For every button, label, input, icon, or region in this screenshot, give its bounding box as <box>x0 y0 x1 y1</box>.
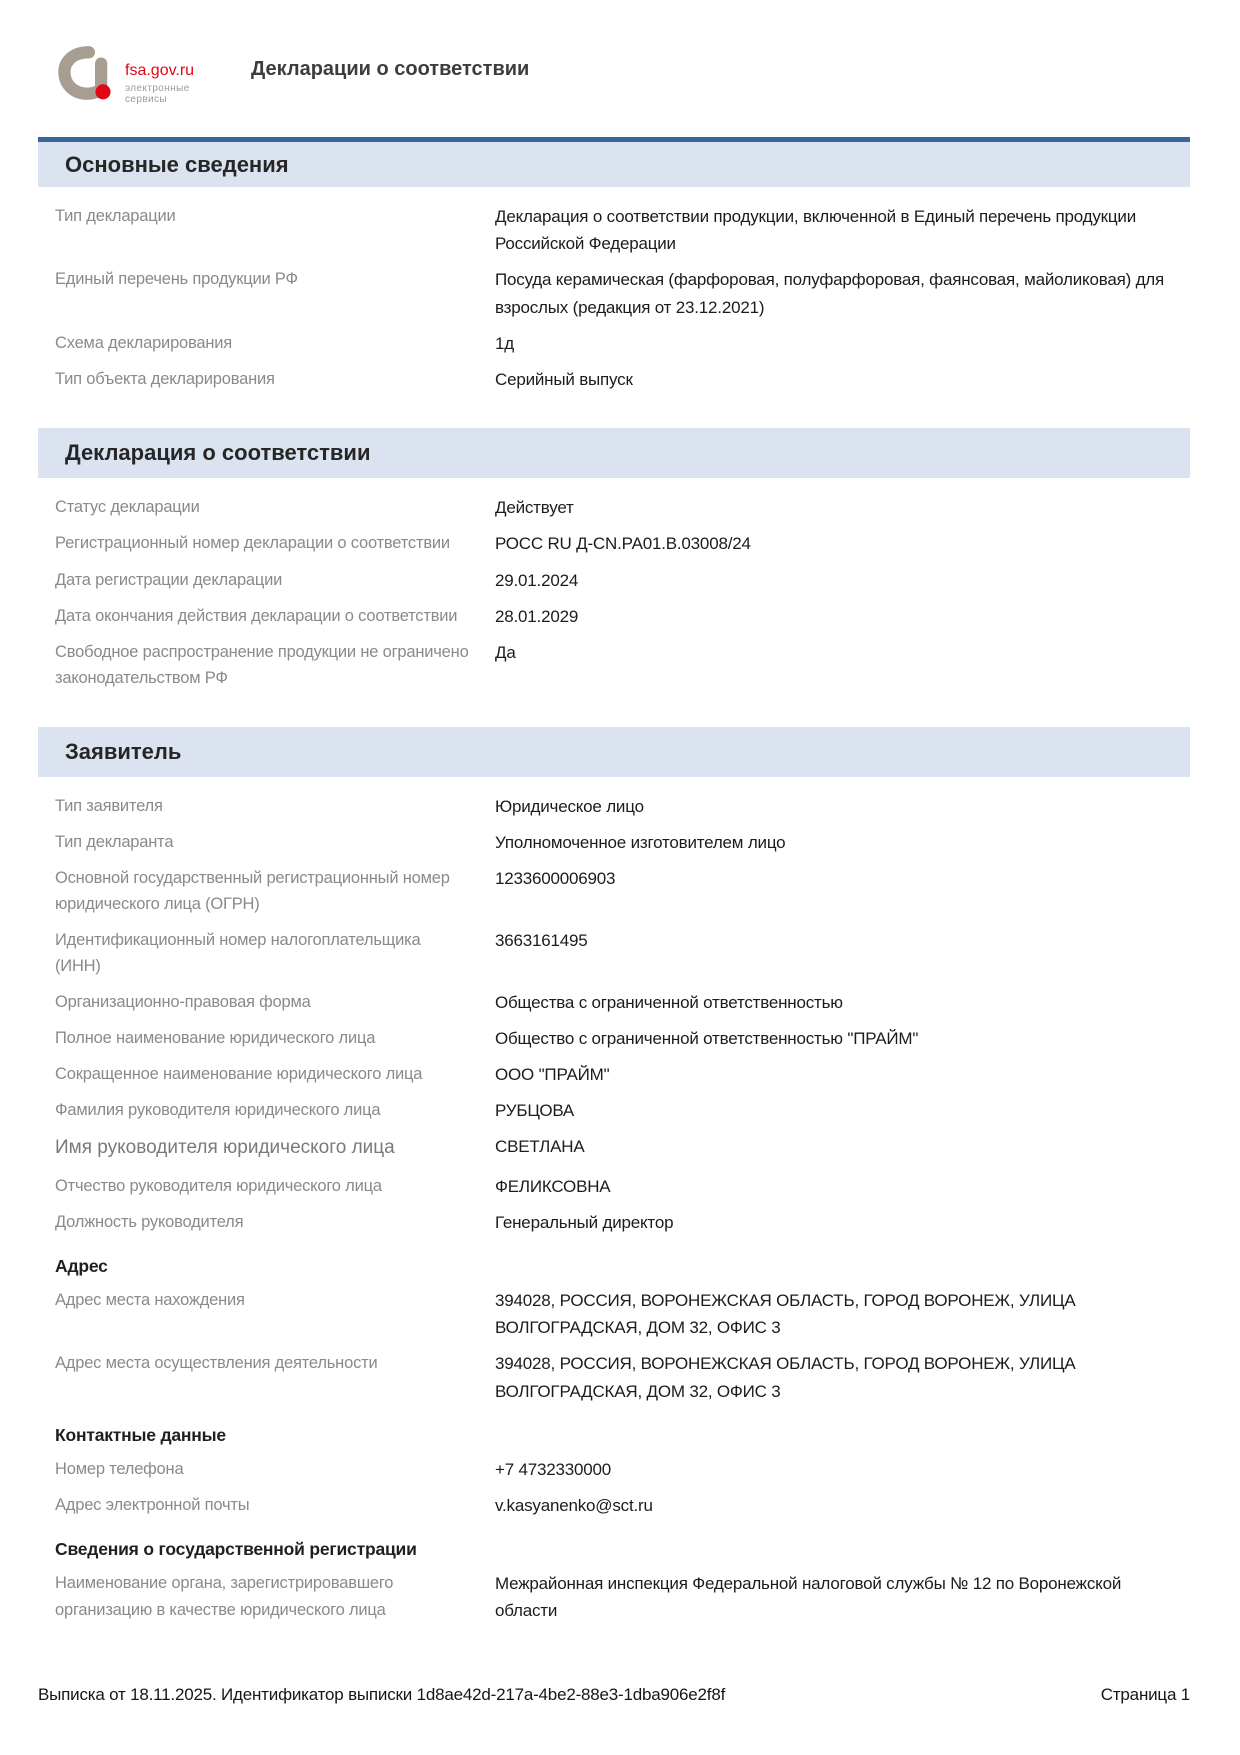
field-label: Адрес электронной почты <box>55 1496 250 1515</box>
field-value: Серийный выпуск <box>495 369 633 389</box>
field-value: 394028, РОССИЯ, ВОРОНЕЖСКАЯ ОБЛАСТЬ, ГОРОД ВОРОНЕЖ, УЛИЦА ВОЛГОГРАДСКАЯ, ДОМ 32, ОФИС 3 <box>495 1354 1076 1401</box>
field-row <box>55 793 1190 820</box>
field-label: Полное наименование юридического лица <box>55 1028 376 1047</box>
section-1 <box>38 428 1190 705</box>
field-value: ООО "ПРАЙМ" <box>495 1064 610 1084</box>
field-label: Отчество руководителя юридического лица <box>55 1176 382 1195</box>
field-row <box>55 1209 1190 1236</box>
field-label: Номер телефона <box>55 1459 184 1478</box>
field-value: 29.01.2024 <box>495 570 579 590</box>
field-label: Адрес места нахождения <box>55 1291 245 1310</box>
field-row <box>55 829 1190 856</box>
field-value: 3663161495 <box>495 930 588 950</box>
document-body <box>38 137 1190 1638</box>
field-label: Статус декларации <box>55 498 200 517</box>
field-label: Тип декларации <box>55 207 176 225</box>
field-label: Основной государственный регистрационный номер юридического лица (ОГРН) <box>55 869 450 914</box>
field-label: Наименование органа, зарегистрировавшего организацию в качестве юридического лица <box>55 1574 394 1619</box>
section-title: Основные сведения <box>65 151 289 177</box>
field-row <box>55 1492 1190 1519</box>
field-row <box>55 366 1190 393</box>
document-header <box>0 0 1240 107</box>
field-label: Идентификационный номер налогоплательщика (ИНН) <box>55 930 421 976</box>
extract-info: Выписка от 18.11.2025. Идентификатор выписки 1d8ae42d-217a-4be2-88e3-1dba906e2f8f <box>38 1685 726 1704</box>
field-label: Дата регистрации декларации <box>55 570 283 589</box>
fsa-emblem-icon <box>55 44 119 107</box>
subsection-heading: Адрес <box>55 1256 108 1277</box>
field-row <box>55 1350 1190 1404</box>
field-label: Сокращенное наименование юридического лица <box>55 1064 423 1083</box>
field-value: РОСС RU Д-CN.РА01.В.03008/24 <box>495 534 751 554</box>
field-value: СВЕТЛАНА <box>495 1137 585 1157</box>
section-2 <box>38 727 1190 1638</box>
field-value: Межрайонная инспекция Федеральной налоговой службы № 12 по Воронежской области <box>495 1574 1122 1621</box>
field-row <box>55 603 1190 630</box>
field-label: Регистрационный номер декларации о соответствии <box>55 534 450 553</box>
field-row <box>55 989 1190 1016</box>
field-label: Дата окончания действия декларации о соответствии <box>55 606 458 625</box>
fsa-logo-brand: fsa.gov.ru <box>125 62 195 80</box>
field-value: 394028, РОССИЯ, ВОРОНЕЖСКАЯ ОБЛАСТЬ, ГОРОД ВОРОНЕЖ, УЛИЦА ВОЛГОГРАДСКАЯ, ДОМ 32, ОФИС 3 <box>495 1291 1076 1338</box>
field-row <box>55 1025 1190 1052</box>
field-label: Должность руководителя <box>55 1212 244 1231</box>
field-value: Декларация о соответствии продукции, включенной в Единый перечень продукции Российской Федерации <box>495 207 1137 254</box>
section-header <box>38 137 1190 187</box>
subsection-heading: Сведения о государственной регистрации <box>55 1539 417 1560</box>
field-value: Юридическое лицо <box>495 796 644 816</box>
field-value: Генеральный директор <box>495 1212 674 1232</box>
field-label: Тип декларанта <box>55 832 174 851</box>
field-row <box>55 1287 1190 1341</box>
field-label: Схема декларирования <box>55 333 233 352</box>
field-row <box>55 266 1190 320</box>
field-row <box>55 494 1190 521</box>
field-row <box>55 1133 1190 1163</box>
field-row <box>55 1097 1190 1124</box>
field-label: Адрес места осуществления деятельности <box>55 1354 378 1373</box>
field-label: Фамилия руководителя юридического лица <box>55 1101 381 1120</box>
field-value: +7 4732330000 <box>495 1459 612 1479</box>
field-row <box>55 1570 1190 1624</box>
field-row <box>55 1456 1190 1483</box>
document-footer <box>38 1685 1190 1705</box>
page-title: Декларации о соответствии <box>251 58 530 80</box>
field-value: Посуда керамическая (фарфоровая, полуфарфоровая, фаянсовая, майоликовая) для взрослых (редакция от 23.12.2021) <box>495 270 1165 317</box>
field-row <box>55 927 1190 980</box>
field-label: Организационно-правовая форма <box>55 992 311 1011</box>
field-row <box>55 1061 1190 1088</box>
section-header <box>38 727 1190 777</box>
fsa-logo-text <box>125 62 223 107</box>
section-rows <box>38 187 1190 406</box>
field-row <box>55 567 1190 594</box>
field-value: Действует <box>495 498 574 518</box>
field-label: Свободное распространение продукции не ограничено законодательством РФ <box>55 642 469 688</box>
field-value: 28.01.2029 <box>495 606 579 626</box>
field-value: Уполномоченное изготовителем лицо <box>495 832 786 852</box>
field-row <box>55 530 1190 557</box>
section-rows <box>38 777 1190 1638</box>
fsa-logo <box>55 44 223 107</box>
field-label: Тип заявителя <box>55 796 163 815</box>
field-row <box>55 865 1190 918</box>
subsection-heading: Контактные данные <box>55 1424 226 1445</box>
fsa-logo-subtitle: электронные сервисы <box>125 83 190 105</box>
field-label: Тип объекта декларирования <box>55 369 275 388</box>
field-row <box>55 330 1190 357</box>
field-label: Имя руководителя юридического лица <box>55 1137 395 1159</box>
field-value: Да <box>495 642 516 662</box>
section-rows <box>38 478 1190 705</box>
field-label: Единый перечень продукции РФ <box>55 270 298 289</box>
field-row <box>55 203 1190 257</box>
section-title: Заявитель <box>65 738 182 764</box>
section-0 <box>38 137 1190 406</box>
field-value: Общества с ограниченной ответственностью <box>495 992 843 1012</box>
field-row <box>55 639 1190 692</box>
field-value: РУБЦОВА <box>495 1101 575 1121</box>
field-value: ФЕЛИКСОВНА <box>495 1176 611 1196</box>
field-value: Общество с ограниченной ответственностью "ПРАЙМ" <box>495 1028 919 1048</box>
section-header <box>38 428 1190 478</box>
section-title: Декларация о соответствии <box>65 440 371 466</box>
field-value: 1233600006903 <box>495 869 616 889</box>
field-value: v.kasyanenko@sct.ru <box>495 1496 653 1516</box>
page-number: Страница 1 <box>1100 1685 1190 1704</box>
field-value: 1д <box>495 333 514 353</box>
field-row <box>55 1173 1190 1200</box>
